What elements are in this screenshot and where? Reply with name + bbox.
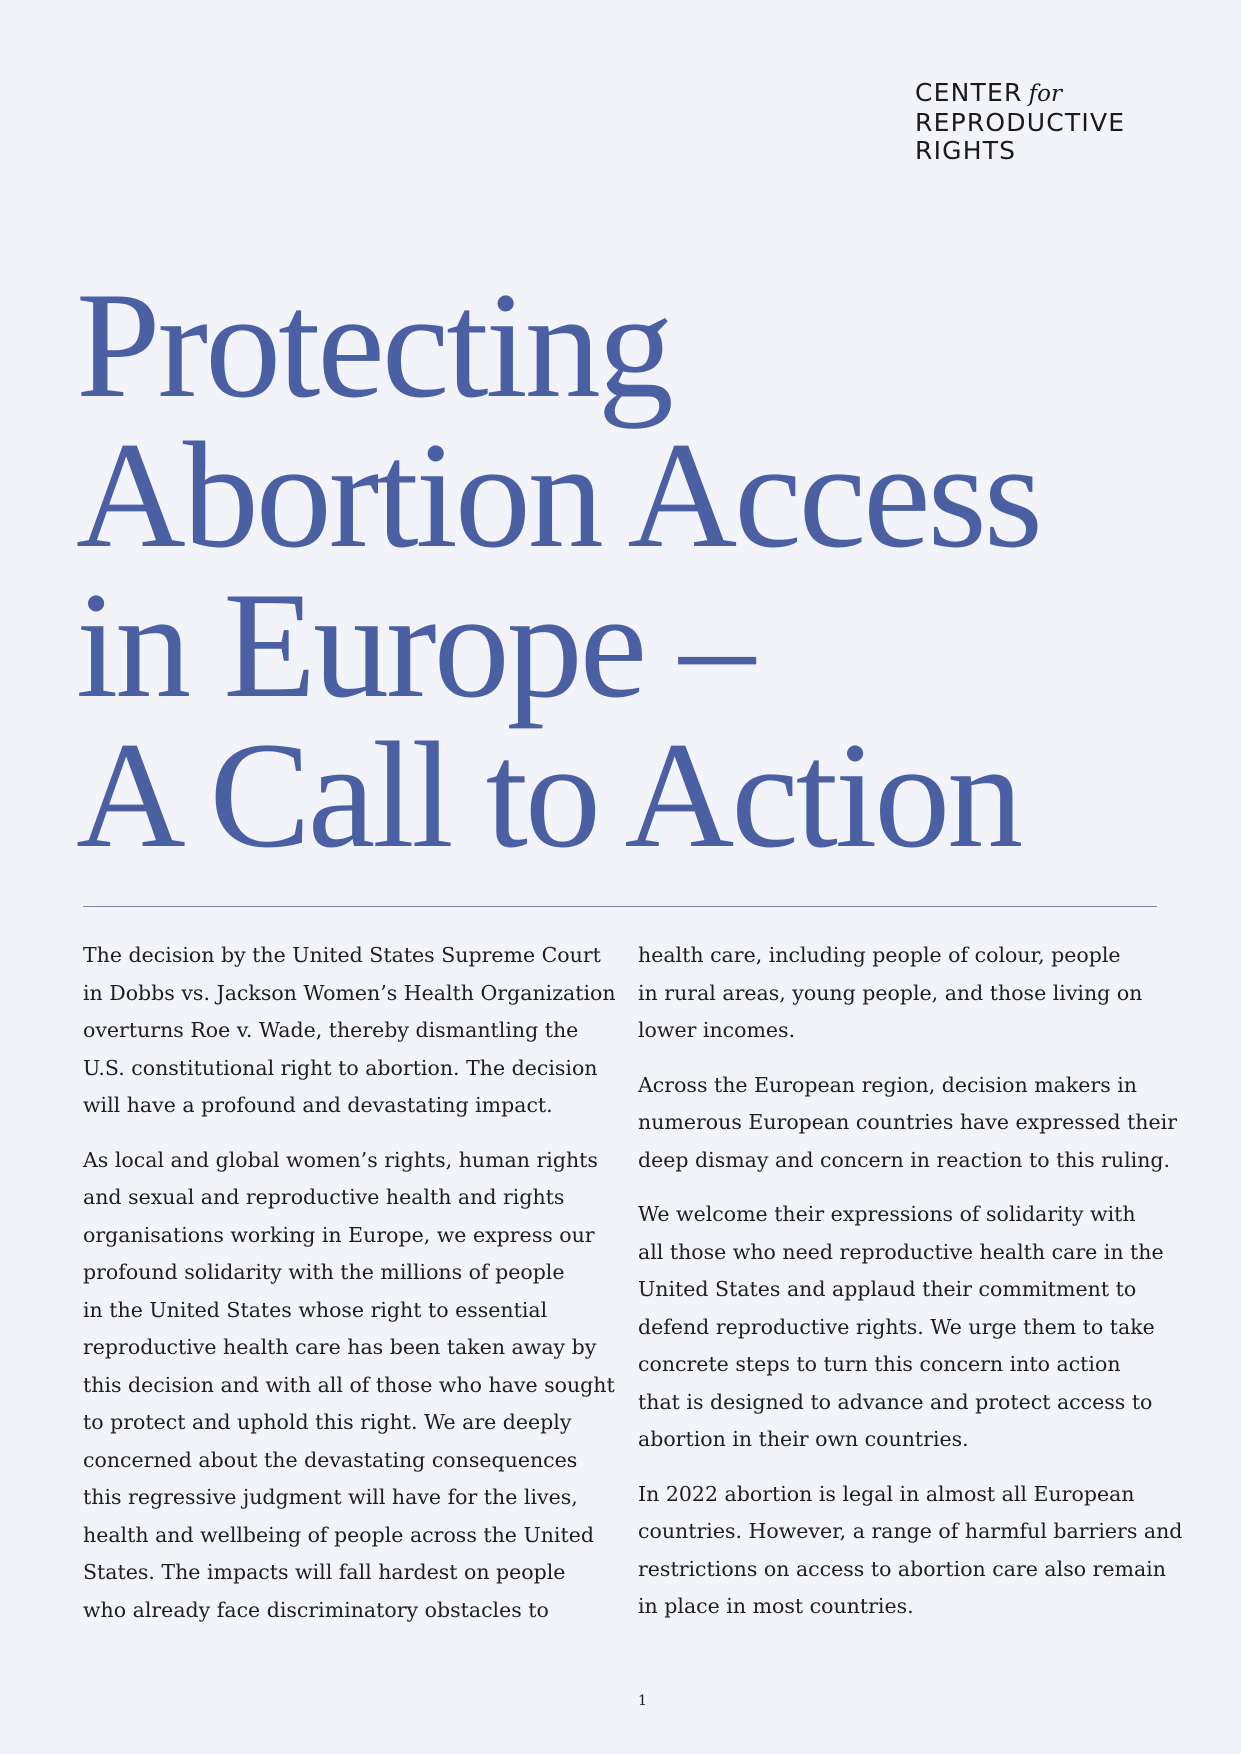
title-line: Protecting <box>76 261 671 429</box>
logo-word-center: CENTER <box>915 78 1023 107</box>
paragraph <box>638 937 1173 1050</box>
body-column-left <box>83 937 616 1646</box>
text-line: to protect and uphold this right. We are deeply <box>83 1410 572 1434</box>
text-line: U.S. constitutional right to abortion. The decision <box>83 1055 598 1080</box>
text-line: will have a profound and devastating impact. <box>83 1093 553 1117</box>
text-line: organisations working in Europe, we express our <box>83 1222 595 1247</box>
paragraph <box>638 1067 1177 1180</box>
logo-word-reproductive: REPRODUCTIVE <box>915 107 1126 137</box>
text-line: who already face discriminatory obstacles to <box>83 1597 549 1622</box>
text-line: in place in most countries. <box>638 1594 914 1618</box>
paragraph <box>638 1476 1183 1626</box>
document-title <box>76 261 1216 879</box>
text-line: profound solidarity with the millions of people <box>83 1260 565 1284</box>
text-line: health care, including people of colour, people <box>638 943 1121 967</box>
text-line: The decision by the United States Supreme Court <box>83 943 601 967</box>
text-line: concerned about the devastating consequences <box>83 1447 578 1472</box>
paragraph <box>638 1196 1173 1459</box>
text-line: Across the European region, decision makers in <box>638 1072 1138 1097</box>
text-line: In 2022 abortion is legal in almost all European <box>638 1481 1135 1506</box>
paragraph <box>83 937 616 1125</box>
body-column-right <box>638 937 1183 1643</box>
text-line: this decision and with all of those who have sought <box>83 1372 615 1397</box>
text-line: overturns Roe v. Wade, thereby dismantling the <box>83 1018 579 1042</box>
text-line: in Dobbs vs. Jackson Women’s Health Organization <box>83 980 616 1005</box>
text-line: States. The impacts will fall hardest on people <box>83 1560 566 1584</box>
logo-word-rights: RIGHTS <box>915 136 1017 165</box>
title-line: Abortion Access <box>76 411 1040 579</box>
text-line: reproductive health care has been taken away by <box>83 1335 597 1359</box>
title-divider <box>83 906 1157 907</box>
title-line: A Call to Action <box>76 711 1021 879</box>
title-line: in Europe – <box>76 561 753 729</box>
text-line: in rural areas, young people, and those living on <box>638 980 1143 1005</box>
text-line: defend reproductive rights. We urge them to take <box>638 1314 1155 1339</box>
text-line: numerous European countries have expressed their <box>638 1110 1177 1134</box>
text-line: health and wellbeing of people across the United <box>83 1522 594 1547</box>
text-line: in the United States whose right to essential <box>83 1297 548 1322</box>
text-line: deep dismay and concern in reaction to this ruling. <box>638 1147 1171 1172</box>
organization-logo <box>915 79 1125 166</box>
text-line: this regressive judgment will have for the lives, <box>83 1485 578 1509</box>
text-line: restrictions on access to abortion care also remain <box>638 1556 1166 1581</box>
text-line: United States and applaud their commitment to <box>638 1277 1137 1301</box>
text-line: concrete steps to turn this concern into action <box>638 1352 1121 1376</box>
text-line: lower incomes. <box>638 1018 796 1042</box>
text-line: and sexual and reproductive health and rights <box>83 1185 565 1209</box>
text-line: countries. However, a range of harmful barriers and <box>638 1519 1183 1543</box>
text-line: abortion in their own countries. <box>638 1427 969 1451</box>
logo-word-for: for <box>1028 81 1062 107</box>
paragraph <box>83 1142 613 1630</box>
text-line: As local and global women’s rights, human rights <box>83 1147 598 1172</box>
page-number: 1 <box>638 1693 647 1709</box>
text-line: that is designed to advance and protect access to <box>638 1389 1153 1414</box>
text-line: all those who need reproductive health care in the <box>638 1239 1164 1264</box>
text-line: We welcome their expressions of solidarity with <box>638 1202 1136 1226</box>
